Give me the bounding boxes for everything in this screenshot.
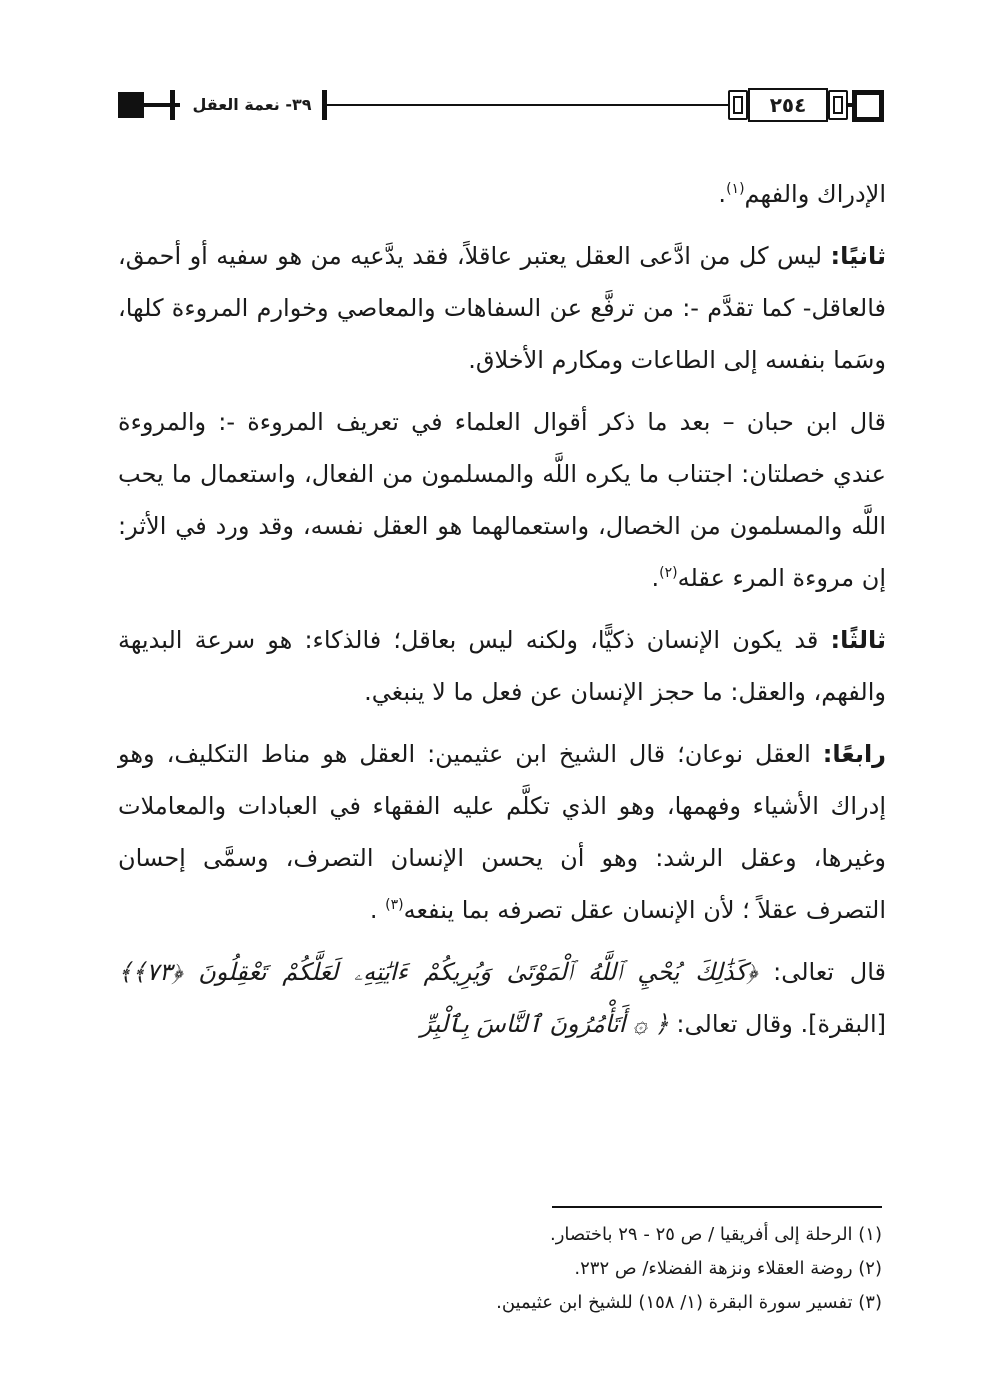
- header-square-ornament: [118, 92, 144, 118]
- chapter-title: ٣٩- نعمة العقل: [182, 90, 322, 120]
- footnotes: [300, 1218, 882, 1320]
- footnote: (١) الرحلة إلى أفريقيا / ص ٢٥ - ٢٩ باختصار.: [549, 1224, 882, 1245]
- paragraph: قال ابن حبان – بعد ما ذكر أقوال العلماء في تعريف المروءة -: والمروءة عندي خصلتان: اجتناب ما يكره اللَّه والمسلمون من الفعال، واستعمال ما يحب اللَّه والمسلمون من الخصال، واستعمالهما هو العقل نفسه، وقد ورد في الأثر: إن مروءة المرء عقله$^{(٢)}$.: [118, 408, 886, 592]
- quran-verse: ﴿ ۞ أَتَأْمُرُونَ ٱلنَّاسَ بِٱلْبِرِّ: [420, 1010, 669, 1038]
- footnote-separator: [552, 1206, 882, 1208]
- paragraph: رابعًا: العقل نوعان؛ قال الشيخ ابن عثيمين: العقل هو مناط التكليف، وهو إدراك الأشياء وفهمها، وهو الذي تكلَّم عليه الفقهاء في العبادات والمعاملات وغيرها، وعقل الرشد: وهو أن يحسن الإنسان التصرف، وسمَّى إحسان التصرف عقلاً ؛ لأن الإنسان عقل تصرفه بما ينفعه$^{(٣)}$ .: [118, 740, 886, 924]
- header-rule-middle: [322, 104, 732, 106]
- footnote-ref: (٢): [659, 565, 678, 581]
- paragraph-lead: ثالثًا:: [830, 626, 886, 654]
- main-text: [118, 168, 886, 1060]
- quran-verse: ﴿كَذَٰلِكَ يُحْيِ ٱللَّهُ ٱلْمَوْتَىٰ وَيُرِيكُمْ ءَايَٰتِهِۦ لَعَلَّكُمْ تَعْقِلُونَ ﴿٧٣﴾﴾: [118, 958, 758, 986]
- page-number-frame: [728, 82, 848, 128]
- paragraph-lead: رابعًا:: [822, 740, 886, 768]
- paragraph: ثانيًا: ليس كل من ادَّعى العقل يعتبر عاقلاً، فقد يدَّعيه من هو سفيه أو أحمق، فالعاقل- كما تقدَّم -: من ترفَّع عن السفاهات والمعاصي وخوارم المروءة كلها، وسَما بنفسه إلى الطاعات ومكارم الأخلاق.: [118, 242, 886, 374]
- frame-ornament-right: [828, 90, 848, 120]
- header-bar-ornament: [170, 90, 175, 120]
- footnote-ref: (٣): [385, 897, 404, 913]
- paragraph-lead: ثانيًا:: [830, 242, 886, 270]
- footnote: (٢) روضة العقلاء ونزهة الفضلاء/ ص ٢٣٢.: [574, 1258, 882, 1279]
- page-number: ٢٥٤: [748, 88, 828, 122]
- footnote-ref: (١): [726, 181, 745, 197]
- footnote: (٣) تفسير سورة البقرة (١/ ١٥٨) للشيخ ابن عثيمين.: [496, 1292, 882, 1313]
- paragraph: ثالثًا: قد يكون الإنسان ذكيًّا، ولكنه ليس بعاقل؛ فالذكاء: هو سرعة البديهة والفهم، والعقل: ما حجز الإنسان عن فعل ما لا ينبغي.: [118, 626, 886, 706]
- paragraph: الإدراك والفهم$^{(١)}$.: [718, 180, 886, 208]
- header-bar-ornament: [322, 90, 327, 120]
- quran-paragraph: قال تعالى: ﴿كَذَٰلِكَ يُحْيِ ٱللَّهُ ٱلْمَوْتَىٰ وَيُرِيكُمْ ءَايَٰتِهِۦ لَعَلَّكُمْ تَعْقِلُونَ ﴿٧٣﴾﴾ [البقرة]. وقال تعالى: ﴿ ۞ أَتَأْمُرُونَ ٱلنَّاسَ بِٱلْبِرِّ: [118, 958, 886, 1038]
- header-hollow-square-ornament: [852, 90, 884, 122]
- page-header: [110, 78, 888, 134]
- frame-ornament-left: [728, 90, 748, 120]
